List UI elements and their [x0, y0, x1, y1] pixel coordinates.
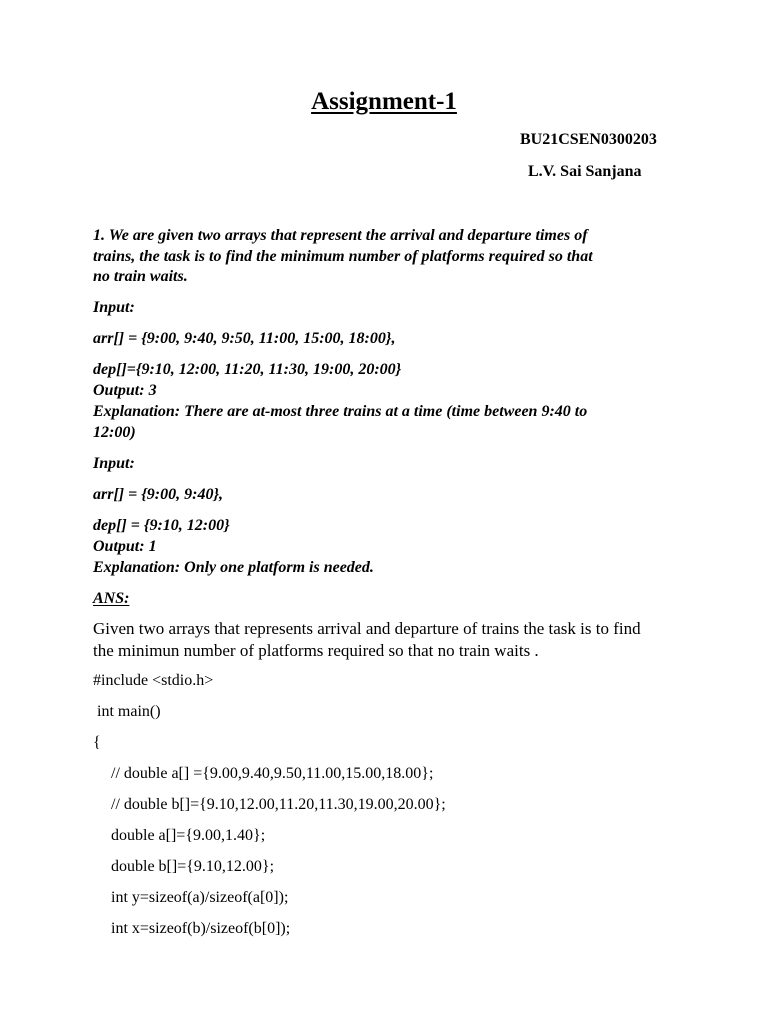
- code-line-comment-a: // double a[] ={9.00,9.40,9.50,11.00,15.00,18.00};: [111, 765, 434, 782]
- example2-input-label: Input:: [93, 455, 135, 472]
- code-line-main: int main(): [93, 703, 161, 720]
- example2-explanation: Explanation: Only one platform is needed.: [93, 559, 374, 576]
- answer-description-line-2: the minimun number of platforms required so that no train waits .: [93, 641, 539, 660]
- answer-description-line-1: Given two arrays that represents arrival and departure of trains the task is to find: [93, 619, 641, 638]
- answer-heading: ANS:: [93, 590, 130, 607]
- question-line-1: 1. We are given two arrays that represent the arrival and departure times of: [93, 227, 588, 244]
- student-name: L.V. Sai Sanjana: [528, 163, 642, 180]
- question-line-2: trains, the task is to find the minimum number of platforms required so that: [93, 248, 593, 265]
- code-line-array-b: double b[]={9.10,12.00};: [111, 858, 275, 875]
- example1-input-label: Input:: [93, 299, 135, 316]
- code-line-size-x: int x=sizeof(b)/sizeof(b[0]);: [111, 920, 291, 937]
- code-line-open-brace: {: [93, 734, 101, 751]
- page-title: Assignment-1: [311, 88, 457, 115]
- example1-arr: arr[] = {9:00, 9:40, 9:50, 11:00, 15:00, 18:00},: [93, 330, 396, 347]
- code-line-comment-b: // double b[]={9.10,12.00,11.20,11.30,19.00,20.00};: [111, 796, 446, 813]
- example2-output: Output: 1: [93, 538, 157, 555]
- student-id: BU21CSEN0300203: [520, 131, 657, 148]
- question-line-3: no train waits.: [93, 268, 188, 285]
- example1-explanation-line-1: Explanation: There are at-most three trains at a time (time between 9:40 to: [93, 403, 588, 420]
- code-line-include: #include <stdio.h>: [93, 672, 214, 689]
- example1-output: Output: 3: [93, 382, 157, 399]
- example1-explanation-line-2: 12:00): [93, 424, 136, 441]
- code-line-size-y: int y=sizeof(a)/sizeof(a[0]);: [111, 889, 289, 906]
- code-line-array-a: double a[]={9.00,1.40};: [111, 827, 266, 844]
- example2-dep: dep[] = {9:10, 12:00}: [93, 517, 230, 534]
- example1-dep: dep[]={9:10, 12:00, 11:20, 11:30, 19:00, 20:00}: [93, 361, 402, 378]
- example2-arr: arr[] = {9:00, 9:40},: [93, 486, 224, 503]
